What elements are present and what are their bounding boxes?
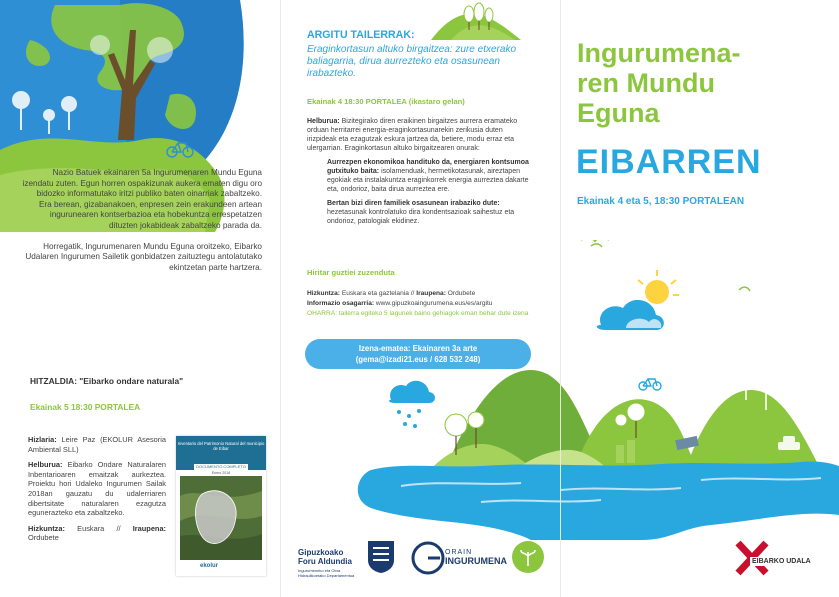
workshop-info-link[interactable]: www.gipuzkoaingurumena.eus/es/argitu — [375, 300, 493, 307]
eibarko-udala-logo: EIBARKO UDALA — [752, 558, 811, 565]
poster-date: Ekainak 4 eta 5, 18:30 PORTALEAN — [577, 196, 745, 207]
workshop-language: Hizkuntza: Euskara eta gaztelania // Iraupena: Ordubete — [307, 290, 476, 297]
workshop-date: Ekainak 4 18:30 PORTALEA (ikastaro gelan) — [307, 97, 465, 106]
left-panel — [0, 0, 280, 597]
ekolur-logo: ekolur — [200, 563, 219, 569]
intro-text — [22, 168, 262, 283]
orain-ingurumena-logo — [445, 549, 507, 566]
workshop-audience: Hiritar guztiei zuzenduta — [307, 268, 395, 277]
talk-speaker: Hizlaria: Leire Paz (EKOLUR Asesoria Ambiental SLL) — [28, 435, 166, 454]
workshop-more-info: Informazio osagarria: www.gipuzkoaingurumena.eus/es/argitu — [307, 300, 493, 307]
ingurumena-logo-text: INGURUMENA — [445, 556, 507, 566]
talk-language: Hizkuntza: Euskara // Iraupena: Ordubete — [28, 523, 167, 543]
poster-title — [577, 38, 741, 128]
talk-details — [28, 435, 166, 549]
registration-line-1: Izena-ematea: Ekainaren 3a arte — [358, 344, 478, 353]
gipuzkoa-logo-line-1: Gipuzkoako — [298, 548, 344, 557]
gipuzkoa-logo — [298, 548, 368, 578]
workshop-benefit-1: Aurrezpen ekonomikoa handituko da, energiaren kontsumoa gutxituko baita: isolamenduak, hermetikotasunak, aireztapen egokiak eta instalakuntza eraginkorrek energia aurreztea dakarte eta, ondorioz, baita dirua aurreztea ere. — [327, 159, 529, 193]
workshop-subtitle: Eraginkortasun altuko birgaitzea: zure etxerako baliagarria, dirua aurrezteko eta osasunean irabazteko. — [307, 44, 517, 79]
orain-ingurumena-icon — [410, 540, 446, 576]
report-cover-map — [180, 476, 262, 560]
registration-line-2: (gema@izadi21.eus / 628 532 248) — [355, 355, 481, 364]
poster-title-line-1: Ingurumena- — [577, 38, 741, 68]
report-cover-bar: DOCUMENTO COMPLETO — [194, 464, 248, 470]
poster-title-line-2: ren Mundu — [577, 68, 715, 98]
intro-paragraph-1: Nazio Batuek ekainaren 5a Ingurumenaren Mundu Eguna izendatu zuten. Egun horren ospakizunak aukera ematen digu oro bidozko informatutako iritzi publiko baten oinarriak zabaltzeko. Era berean, gizabanakoen, enpresen zein erakundeen artean ingurunearen kontserbazioa eta hobekuntza errespetatzen dituzten jokabideak zabaltzeko parada da. — [22, 168, 262, 230]
gipuzkoa-logo-line-2: Foru Aldundia — [298, 557, 352, 566]
workshop-goal: Helburua: Bizitegirako diren eraikinen birgaitzes aurrera eramateko orduan herritarrei energia-eraginkortasunarekin zerikusia duten irizpideak eta ezagutzak eskura jartzea da, betiere, modu erraz eta ulergarrian. Eraginkortasun altuko birgaitzearen onurak: — [307, 118, 518, 152]
workshop-description — [307, 117, 529, 231]
talk-date: Ekainak 5 18:30 PORTALEA — [30, 402, 141, 412]
talk-goal: Helburua: Eibarko Ondare Naturalaren Inbentarioaren emaitzak aurkeztea. Proiektu hori Udaleko Ingurumen Sailak 2018an gauzatu du udalerriaren dibertsitate naturalaren ezagutza egunerazteko eta zabaltzeko. — [28, 460, 166, 518]
workshop-warning: OHARRA: tailerra egiteko 5 lagunek baino gehiagok eman behar dute izena — [307, 310, 529, 317]
gipuzkoa-logo-sub: Ingurumeneko eta Obra Hidraulikoetako Departamentua — [298, 568, 355, 578]
poster-city: EIBARREN — [576, 143, 762, 181]
talk-title: HITZALDIA: "Eibarko ondare naturala" — [30, 376, 184, 386]
hill-trees-illustration — [431, 0, 521, 40]
report-cover-image — [176, 436, 266, 576]
report-cover-title: Inventario del Patrimonio Natural del municipio de Eibar — [176, 436, 266, 470]
workshop-title: ARGITU TAILERRAK: — [307, 29, 415, 41]
workshop-benefit-2: Bertan bizi diren familiek osasunean irabaziko dute: hezetasunak kontrolatuko dira kondentsazioak saihestuz eta ondorioz, patologiak ekidinez. — [327, 200, 515, 225]
report-cover-date: Enero 2018 — [211, 471, 231, 475]
panel-divider-2 — [560, 0, 561, 597]
gipuzkoa-shield-icon — [367, 540, 395, 574]
poster-title-line-3: Eguna — [577, 98, 660, 128]
intro-paragraph-2: Horregatik, Ingurumenaren Mundu Eguna oroitzeko, Eibarko Udalaren Ingurumen Sailetik gonbidatzen zaituztegu antolatutako ekintzetan parte hartzera. — [25, 241, 262, 272]
green-circle-logo-icon — [511, 540, 545, 574]
orain-logo-text: ORAIN — [445, 549, 473, 556]
